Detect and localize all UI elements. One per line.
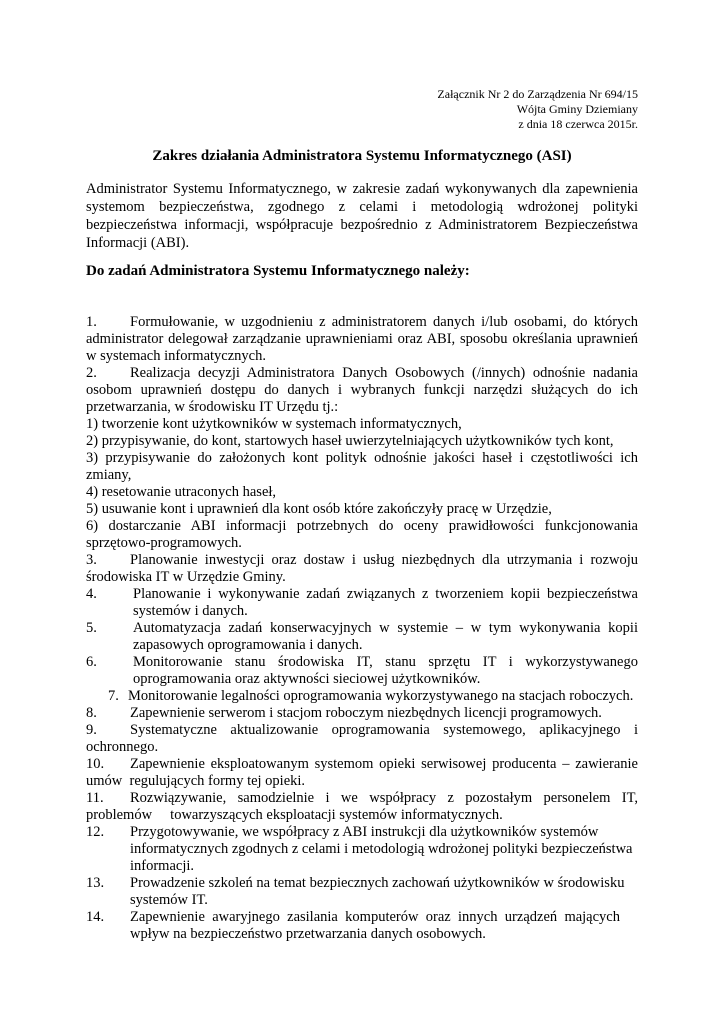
item-11-line-2: problemów towarzyszących eksploatacji systemów informatycznych. — [86, 807, 503, 823]
item-13-line-2: systemów IT. — [130, 892, 208, 908]
sub-item-3-line-1: 3) przypisywanie do założonych kont polityk odnośnie jakości haseł i częstotliwości ich — [86, 450, 638, 466]
item-6-line-2: oprogramowania oraz aktywności sieciowej użytkowników. — [133, 671, 481, 687]
item-12-line-2: informatycznych zgodnych z celami i metodologią wdrożonej polityki bezpieczeństwa — [130, 841, 633, 857]
item-5-line-1: Automatyzacja zadań konserwacyjnych w systemie – w tym wykonywania kopii — [133, 620, 638, 636]
sub-item-1: 1) tworzenie kont użytkowników w systemach informatycznych, — [86, 416, 462, 432]
item-4-number: 4. — [86, 586, 97, 602]
item-4-line-2: systemów i danych. — [133, 603, 248, 619]
tasks-heading: Do zadań Administratora Systemu Informatycznego należy: — [86, 263, 470, 279]
item-6-line-1: Monitorowanie stanu środowiska IT, stanu sprzętu IT i wykorzystywanego — [133, 654, 638, 670]
item-1-line-1: Formułowanie, w uzgodnieniu z administratorem danych i/lub osobami, do których — [130, 314, 638, 330]
sub-item-2: 2) przypisywanie, do kont, startowych haseł uwierzytelniających użytkowników tych kont, — [86, 433, 614, 449]
sub-item-3-line-2: zmiany, — [86, 467, 132, 483]
item-12-line-3: informacji. — [130, 858, 195, 874]
item-7-number: 7. — [108, 688, 119, 704]
item-9-number: 9. — [86, 722, 97, 738]
item-14-number: 14. — [86, 909, 105, 925]
item-6-number: 6. — [86, 654, 97, 670]
header-line-2: Wójta Gminy Dziemiany — [516, 102, 638, 116]
item-12-number: 12. — [86, 824, 105, 840]
intro-line-3: bezpieczeństwa informacji, współpracuje bezpośrednio z Administratorem Bezpieczeństwa — [86, 217, 638, 233]
intro-line-4: Informacji (ABI). — [86, 235, 190, 251]
item-7-line-1: Monitorowanie legalności oprogramowania wykorzystywanego na stacjach roboczych. — [128, 688, 634, 704]
header-line-1: Załącznik Nr 2 do Zarządzenia Nr 694/15 — [437, 87, 638, 101]
item-1-number: 1. — [86, 314, 97, 330]
item-9-line-2: ochronnego. — [86, 739, 159, 755]
item-14-line-2: wpływ na bezpieczeństwo przetwarzania danych osobowych. — [130, 926, 486, 942]
sub-item-4: 4) resetowanie utraconych haseł, — [86, 484, 277, 500]
item-10-number: 10. — [86, 756, 105, 772]
intro-line-1: Administrator Systemu Informatycznego, w zakresie zadań wykonywanych dla zapewnienia — [86, 181, 638, 197]
item-13-number: 13. — [86, 875, 105, 891]
sub-item-5: 5) usuwanie kont i uprawnień dla kont osób które zakończyły pracę w Urzędzie, — [86, 501, 552, 517]
item-10-line-2: umów regulujących formy tej opieki. — [86, 773, 306, 789]
item-3-line-1: Planowanie inwestycji oraz dostaw i usług niezbędnych dla utrzymania i rozwoju — [130, 552, 638, 568]
item-5-line-2: zapasowych oprogramowania i danych. — [133, 637, 363, 653]
item-9-line-1: Systematyczne aktualizowanie oprogramowania systemowego, aplikacyjnego i — [130, 722, 638, 738]
item-3-line-2: środowiska IT w Urzędzie Gminy. — [86, 569, 286, 585]
item-14-line-1: Zapewnienie awaryjnego zasilania komputerów oraz innych urządzeń mających — [130, 909, 620, 925]
item-8-line-1: Zapewnienie serwerom i stacjom roboczym niezbędnych licencji programowych. — [130, 705, 602, 721]
document-title: Zakres działania Administratora Systemu Informatycznego (ASI) — [152, 148, 572, 164]
item-11-number: 11. — [86, 790, 104, 806]
sub-item-6-line-2: sprzętowo-programowych. — [86, 535, 242, 551]
item-13-line-1: Prowadzenie szkoleń na temat bezpiecznych zachowań użytkowników w środowisku — [130, 875, 625, 891]
item-2-line-2: osobom uprawnień dostępu do danych i wybranych funkcji narzędzi służących do ich — [86, 382, 638, 398]
item-12-line-1: Przygotowywanie, we współpracy z ABI instrukcji dla użytkowników systemów — [130, 824, 599, 840]
item-11-line-1: Rozwiązywanie, samodzielnie i we współpracy z pozostałym personelem IT, — [130, 790, 638, 806]
item-1-line-3: w systemach informatycznych. — [86, 348, 266, 364]
item-2-number: 2. — [86, 365, 97, 381]
intro-line-2: systemom bezpieczeństwa, zgodnego z celami i metodologią wdrożonej polityki — [86, 199, 638, 215]
item-1-line-2: administrator delegował zarządzanie uprawnieniami oraz ABI, sposobu określania uprawnień — [86, 331, 638, 347]
item-8-number: 8. — [86, 705, 97, 721]
item-2-line-1: Realizacja decyzji Administratora Danych Osobowych (/innych) odnośnie nadania — [130, 365, 638, 381]
header-line-3: z dnia 18 czerwca 2015r. — [518, 117, 638, 131]
item-4-line-1: Planowanie i wykonywanie zadań związanych z tworzeniem kopii bezpieczeństwa — [133, 586, 638, 602]
item-2-line-3: przetwarzania, w środowisku IT Urzędu tj.: — [86, 399, 339, 415]
sub-item-6-line-1: 6) dostarczanie ABI informacji potrzebnych do oceny prawidłowości funkcjonowania — [86, 518, 638, 534]
item-5-number: 5. — [86, 620, 97, 636]
item-10-line-1: Zapewnienie eksploatowanym systemom opieki serwisowej producenta – zawieranie — [130, 756, 638, 772]
item-3-number: 3. — [86, 552, 97, 568]
